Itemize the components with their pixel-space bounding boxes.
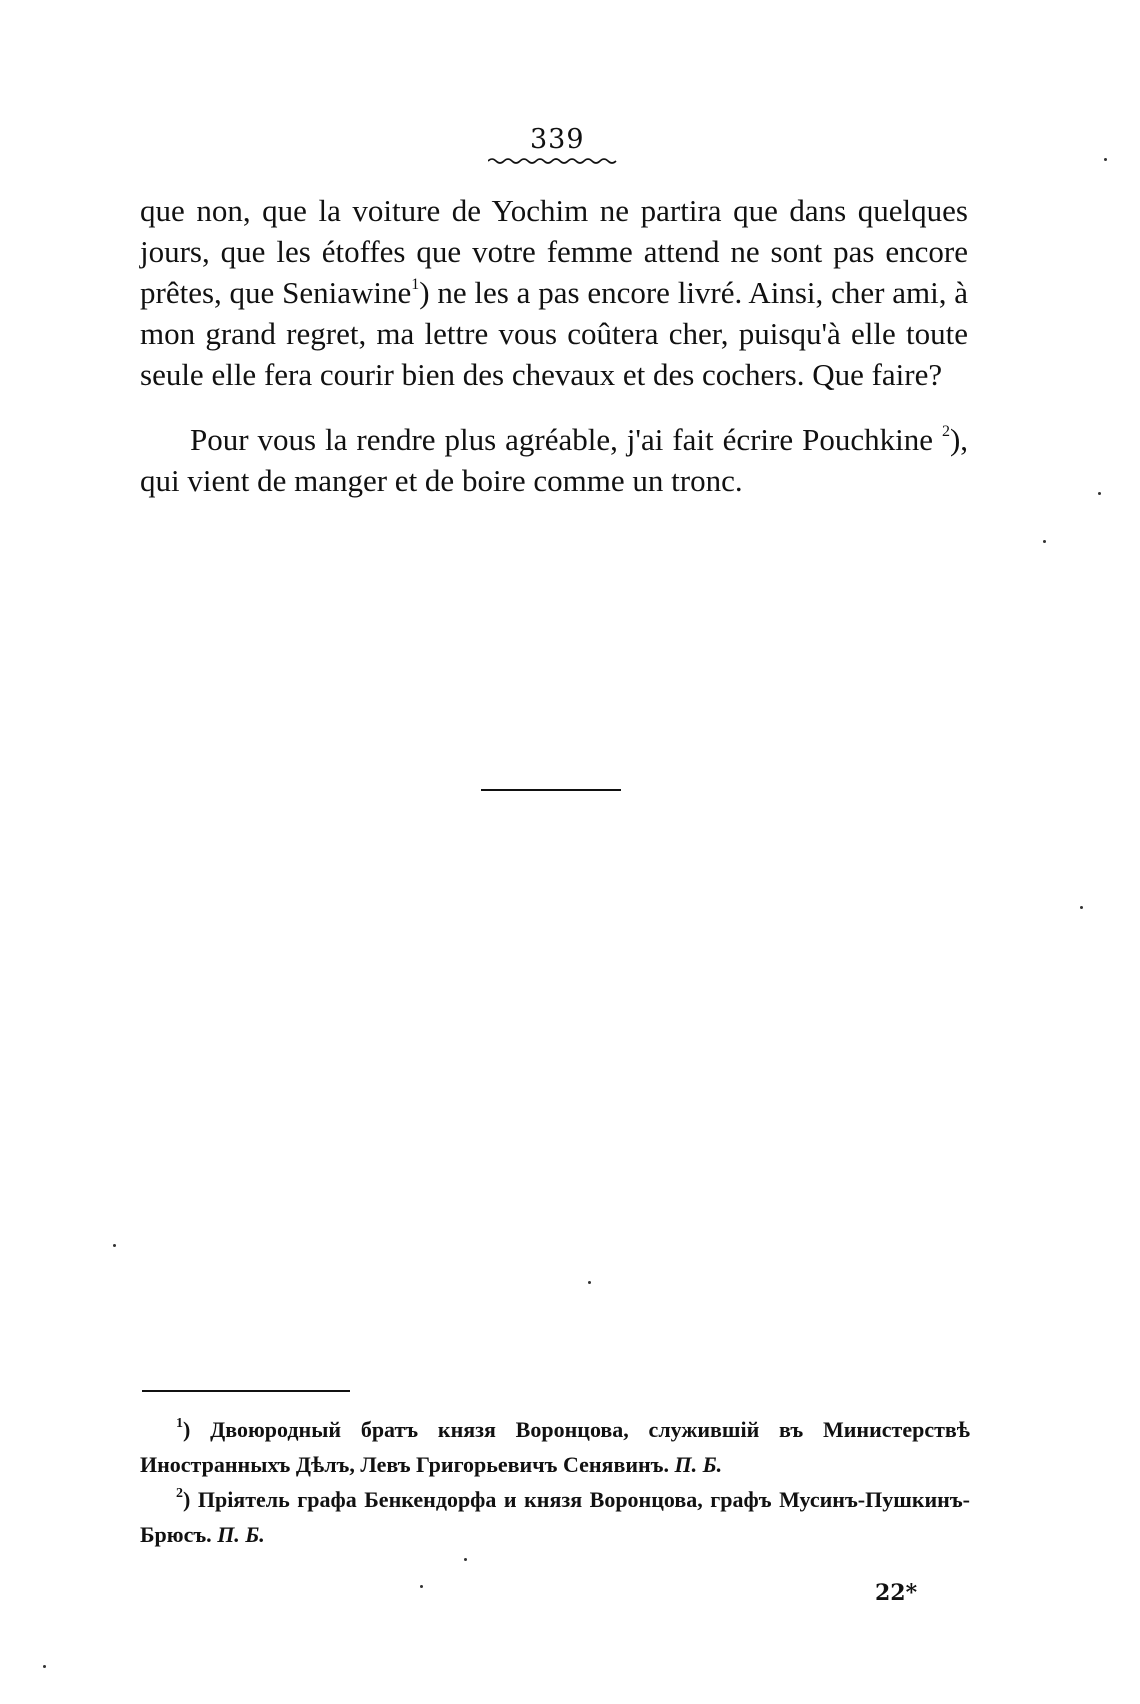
ornamental-wavy-rule: [488, 156, 618, 166]
footnotes: [140, 1412, 970, 1552]
section-end-rule: [481, 789, 621, 791]
scan-speck: [588, 1281, 591, 1284]
footnote-2: $^2$) Пріятель графа Бенкендорфа и князя Воронцова, графъ Мусинъ-Пушкинъ-Брюсъ. П. Б.: [140, 1486, 970, 1547]
scan-speck: [1098, 492, 1101, 495]
scan-speck: [1104, 158, 1107, 161]
paragraph-2: Pour vous la rendre plus agréable, j'ai fait écrire Pouchkine $^2$), qui vient de manger et de boire comme un tronc.: [140, 422, 969, 498]
main-text: [140, 190, 968, 501]
scan-speck: [1043, 540, 1046, 543]
scan-speck: [43, 1665, 46, 1668]
footnote-separator: [142, 1390, 350, 1392]
paragraph-1: que non, que la voiture de Yochim ne partira que dans quelques jours, que les étoffes que votre femme attend ne sont pas encore prêtes, que Seniawine$^1$) ne les a pas encore livré. Ainsi, cher ami, à mon grand regret, ma lettre vous coûtera cher, puisqu'à elle toute seule elle fera courir bien des chevaux et des cochers. Que faire?: [140, 193, 968, 392]
footnote-ref-1: 1: [411, 276, 420, 293]
footnote-ref-2: 2: [941, 423, 950, 440]
scan-speck: [420, 1585, 423, 1588]
scan-speck: [113, 1244, 116, 1247]
signature-mark: 22*: [875, 1580, 918, 1606]
footnote-1: $^1$) Двоюродный братъ князя Воронцова, служившій въ Министерствѣ Иностранныхъ Дѣлъ, Левъ Григорьевичъ Сенявинъ. П. Б.: [140, 1416, 970, 1477]
page-number: 339: [530, 124, 585, 155]
scan-speck: [464, 1558, 467, 1561]
scan-speck: [1080, 906, 1083, 909]
